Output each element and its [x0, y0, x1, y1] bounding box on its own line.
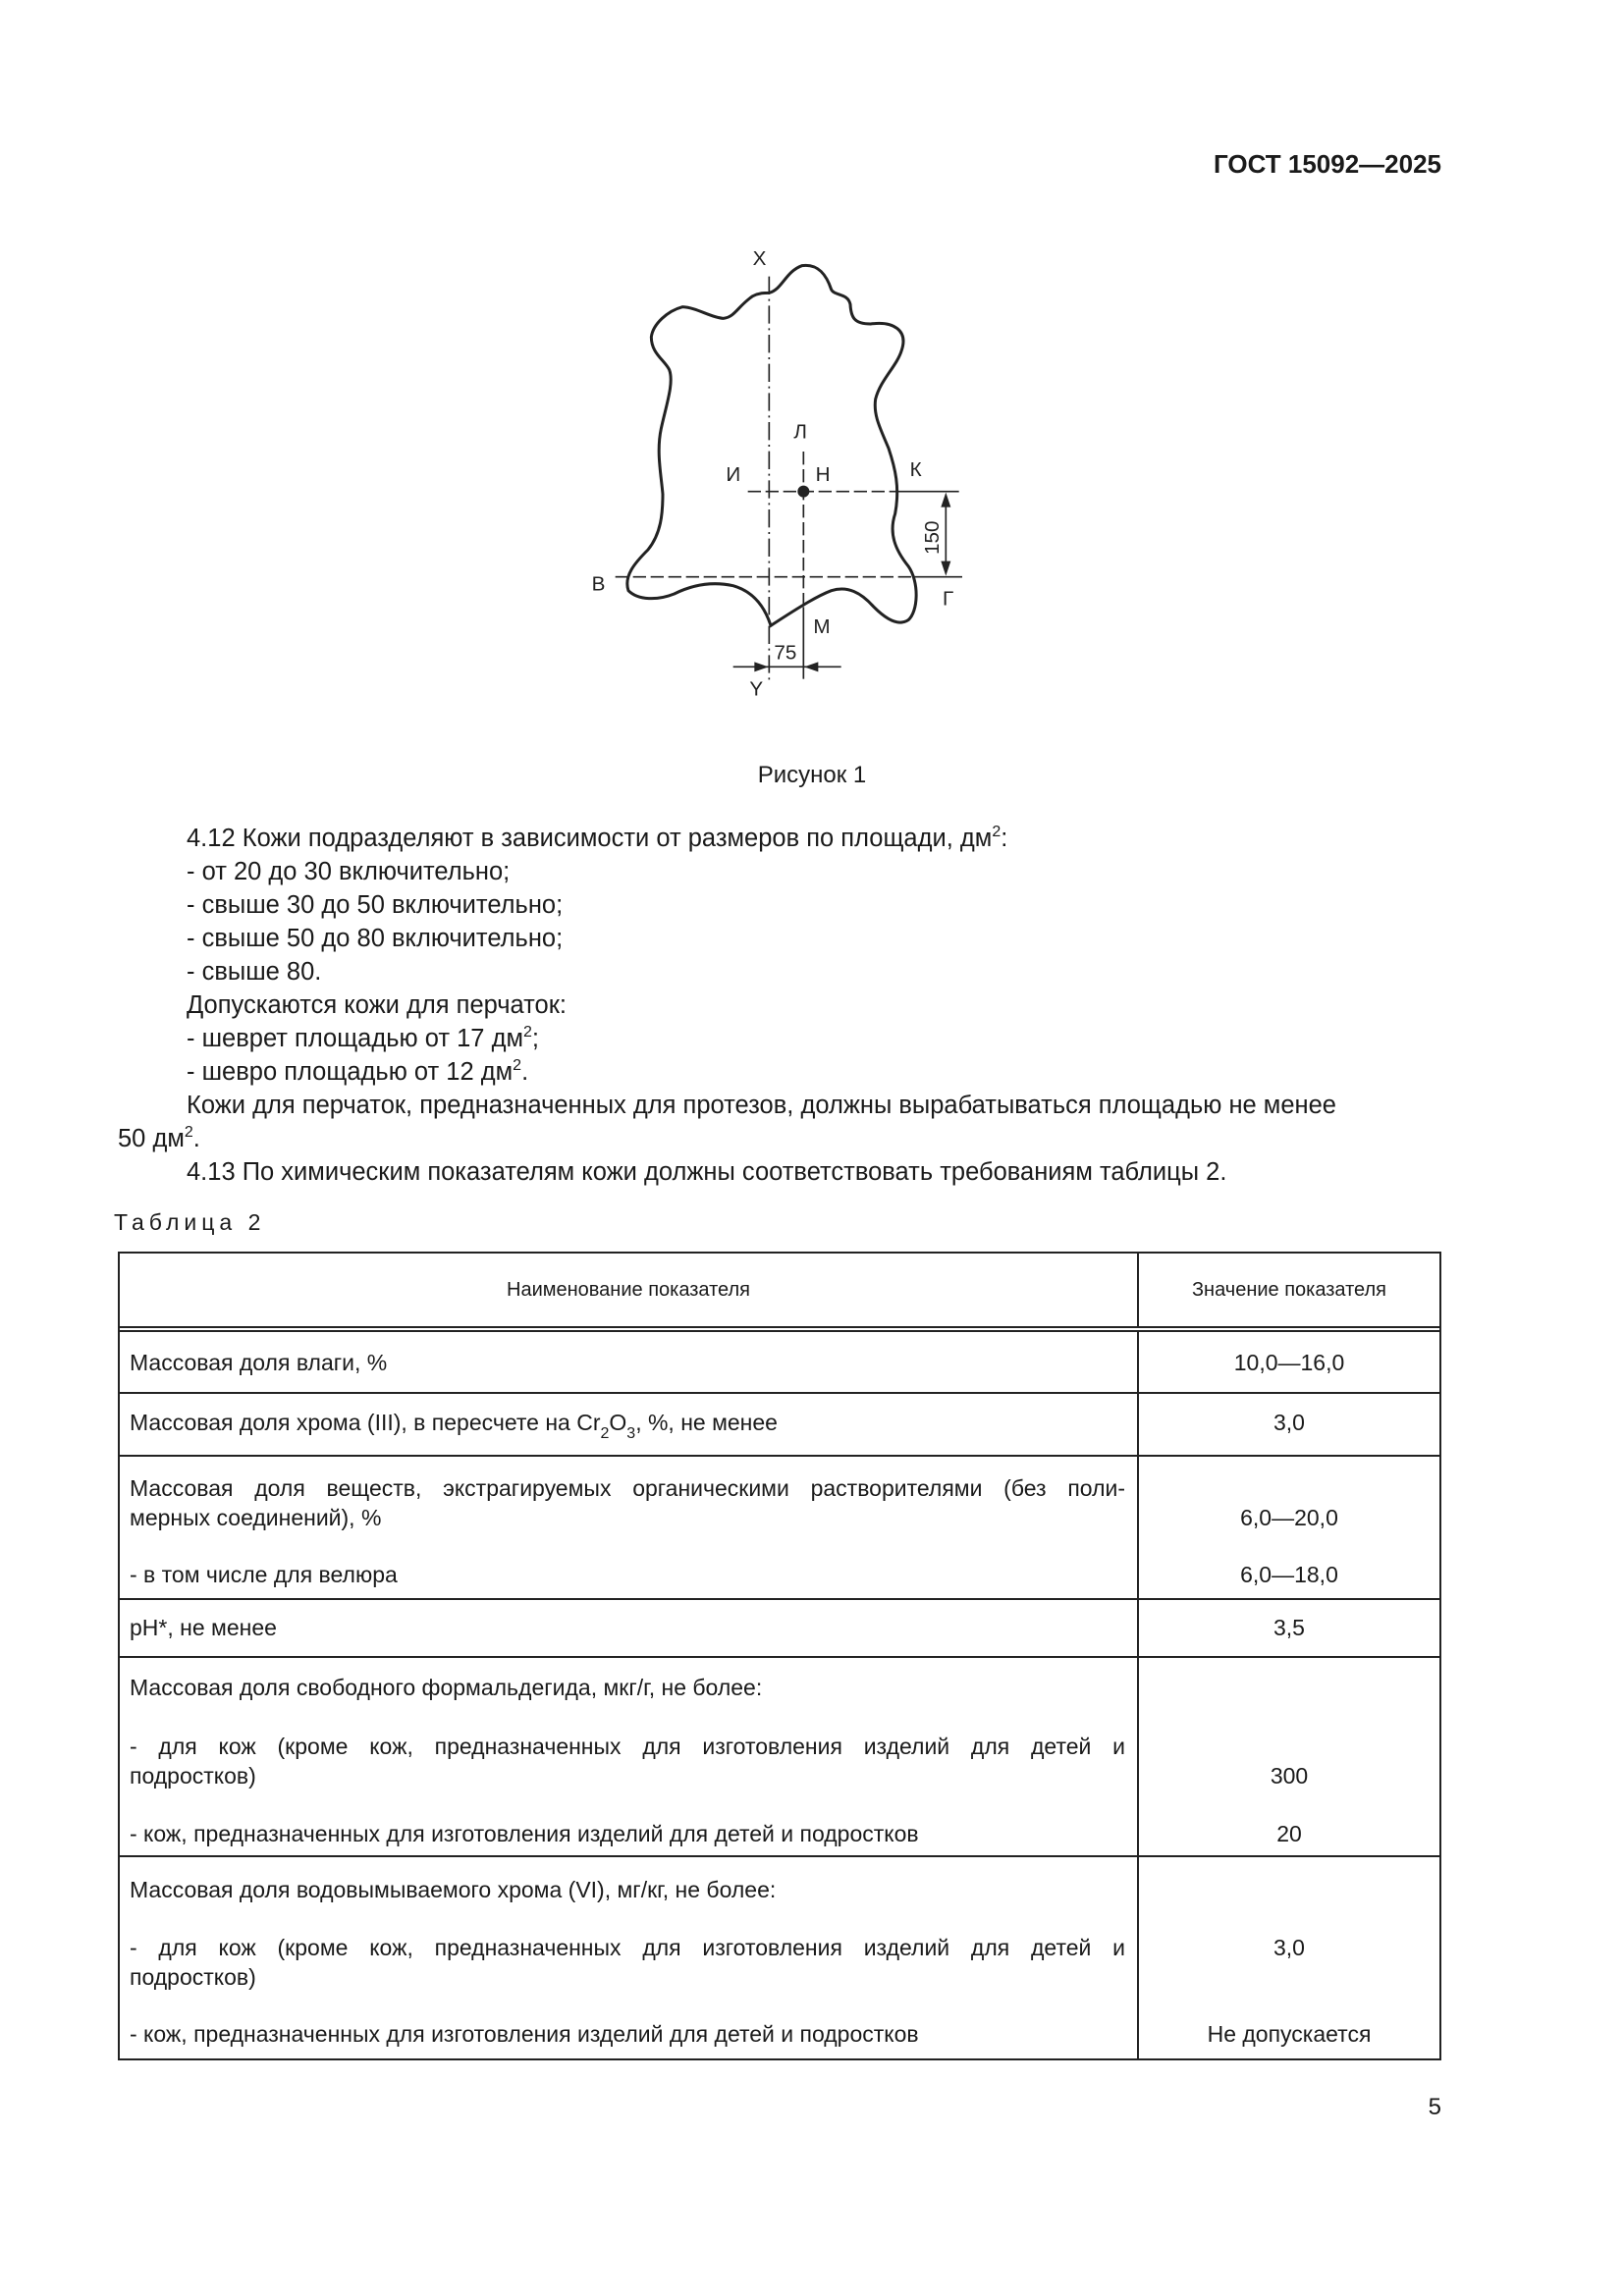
row-a-value: 300 — [1270, 1763, 1309, 1789]
label-l: Л — [793, 420, 807, 444]
dim-150-label: 150 — [921, 520, 944, 555]
row-name: Массовая доля хрома (III), в пересчете на $Cr_2O_3$, %, не менее — [130, 1410, 778, 1442]
table-row — [120, 1598, 1439, 1656]
para-4-13: 4.13 По химическим показателям кожи должны соответствовать требованиям таблицы 2. — [187, 1158, 1227, 1186]
table-row — [120, 1392, 1439, 1455]
arrow-down-icon — [941, 561, 950, 576]
label-v: В — [591, 572, 606, 596]
arrow-left-icon — [804, 662, 818, 671]
row-subvalue: 6,0—18,0 — [1240, 1562, 1338, 1587]
row-title: Массовая доля водовымываемого хрома (VI), мг/кг, не более: — [130, 1877, 777, 1902]
row-name: pH*, не менее — [130, 1615, 277, 1640]
row-name: Массовая доля влаги, % — [130, 1350, 388, 1375]
row-a-line1: - для кож (кроме кож, предназначенных для изготовления изделий для детей и — [130, 1734, 1125, 1759]
table-caption: Таблица 2 — [114, 1209, 266, 1235]
header-value: Значение показателя — [1191, 1279, 1387, 1301]
table-2 — [118, 1252, 1441, 2060]
range-item: - свыше 50 до 80 включительно; — [187, 925, 564, 952]
row-value: 3,5 — [1273, 1615, 1305, 1640]
figure-caption: Рисунок 1 — [757, 762, 867, 788]
point-h-dot — [797, 486, 809, 498]
row-a-line2: подростков) — [130, 1763, 256, 1789]
prosthesis-line1: Кожи для перчаток, предназначенных для протезов, должны вырабатываться площадью не менее — [187, 1092, 1336, 1119]
row-value: 10,0—16,0 — [1233, 1350, 1345, 1375]
range-item: - свыше 30 до 50 включительно; — [187, 891, 564, 919]
row-name-line1: Массовая доля веществ, экстрагируемых органическими растворителями (без поли- — [130, 1475, 1125, 1501]
table-row — [120, 1656, 1439, 1855]
row-b-value: Не допускается — [1207, 2021, 1372, 2047]
label-y: Y — [749, 677, 764, 701]
row-name-line2: мерных соединений), % — [130, 1505, 382, 1530]
row-a-line1: - для кож (кроме кож, предназначенных для изготовления изделий для детей и — [130, 1935, 1125, 1960]
document-code: ГОСТ 15092—2025 — [1214, 149, 1441, 179]
label-i: И — [726, 463, 741, 486]
prosthesis-line2: 50 $дм^2$. — [118, 1124, 200, 1152]
row-b: - кож, предназначенных для изготовления изделий для детей и подростков — [130, 2021, 919, 2047]
label-g: Г — [943, 587, 954, 611]
gloves-item: - шевро площадью от 12 $дм^2$. — [187, 1057, 529, 1086]
arrow-right-icon — [754, 662, 768, 671]
para-4-12: 4.12 Кожи подразделяют в зависимости от размеров по площади, $дм^2$: — [187, 824, 1008, 852]
row-title: Массовая доля свободного формальдегида, мкг/г, не более: — [130, 1675, 763, 1700]
range-item: - свыше 80. — [187, 958, 322, 986]
table-row — [120, 1455, 1439, 1598]
row-value: 3,0 — [1273, 1410, 1305, 1435]
row-a-value: 3,0 — [1273, 1935, 1305, 1960]
page-number: 5 — [1428, 2094, 1441, 2120]
table-row — [120, 1326, 1439, 1392]
label-n: Н — [815, 463, 831, 486]
header-name: Наименование показателя — [507, 1279, 750, 1301]
label-k: К — [909, 458, 922, 481]
range-item: - от 20 до 30 включительно; — [187, 858, 511, 885]
hide-outline — [627, 265, 916, 625]
label-m: М — [813, 615, 831, 638]
figure-hide-diagram — [589, 226, 1001, 717]
row-b-value: 20 — [1276, 1821, 1302, 1846]
gloves-item: - шеврет площадью от 17 $дм^2$; — [187, 1024, 539, 1052]
table-row — [120, 1855, 1439, 2058]
dim-75-label: 75 — [774, 641, 797, 665]
row-a-line2: подростков) — [130, 1964, 256, 1990]
arrow-up-icon — [941, 493, 950, 507]
row-value: 6,0—20,0 — [1240, 1505, 1338, 1530]
table-header-row — [120, 1254, 1439, 1326]
gloves-intro: Допускаются кожи для перчаток: — [187, 991, 567, 1019]
label-x: X — [752, 247, 767, 270]
row-subname: - в том числе для велюра — [130, 1562, 398, 1587]
row-b: - кож, предназначенных для изготовления изделий для детей и подростков — [130, 1821, 919, 1846]
